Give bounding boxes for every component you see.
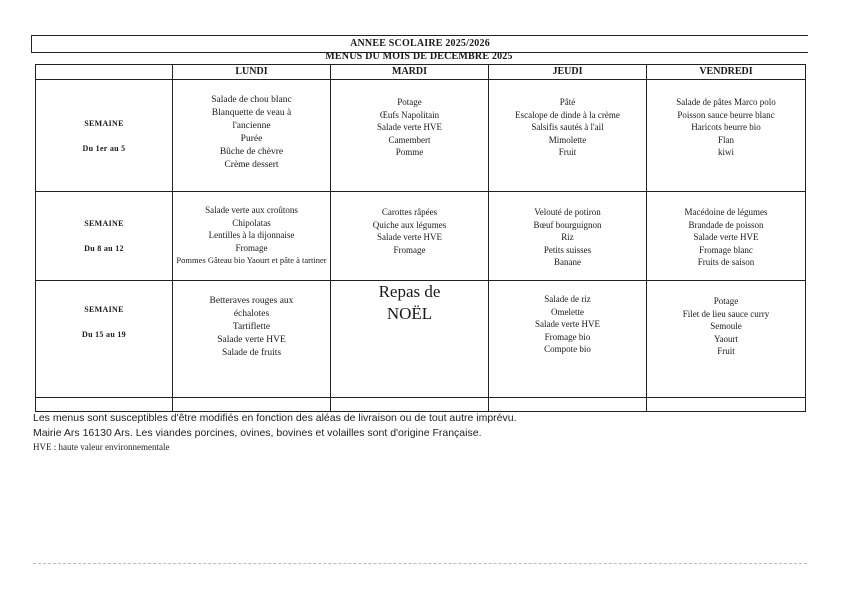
week-label: SEMAINE [84,219,124,228]
column-header-empty [36,65,173,80]
menu-item: Tartiflette [232,322,271,332]
column-header-lundi: LUNDI [173,65,331,80]
menu-item: Salsifis sautés à l'ail [531,122,604,132]
menu-item: Purée [240,134,263,144]
blank-cell [647,398,806,412]
menu-item: Crème dessert [224,160,279,170]
menu-item: l'ancienne [232,121,271,131]
menu-item: Petits suisses [543,244,592,255]
week-row [36,192,806,281]
menu-item: NOËL [386,304,433,323]
menu-cell-vendredi [647,281,806,398]
blank-cell [331,398,489,412]
column-header-vendredi: VENDREDI [647,65,806,80]
column-header-mardi: MARDI [331,65,489,80]
week-label-cell [36,281,173,398]
column-header-jeudi: JEUDI [489,65,647,80]
menu-item: Salade verte HVE [217,335,286,345]
menu-item: Fromage bio [544,331,591,342]
menu-table [35,64,806,412]
blank-cell [489,398,647,412]
menu-item: Bûche de chèvre [219,147,284,157]
menu-item: Potage [397,97,422,107]
menu-item: Salade verte HVE [377,122,442,132]
menu-item: Fromage [235,242,268,253]
menu-item: kiwi [717,147,734,157]
menu-cell-mardi [331,281,489,398]
footer-note-changes: Les menus sont susceptibles d'être modifiés en fonction des aléas de livraison ou de tout autre imprévu. [33,412,517,424]
header-row [36,65,806,80]
week-label-cell [36,192,173,281]
menu-cell-lundi [173,80,331,192]
week-row [36,80,806,192]
menu-item: Fruits de saison [697,257,755,267]
menu-item: Salade de fruits [221,348,282,358]
menu-item: Flan [717,134,734,145]
menu-item: Fruit [558,147,577,157]
menu-item: Banane [554,257,581,267]
menu-cell-mardi [331,80,489,192]
week-dates: Du 1er au 5 [82,143,126,153]
week-label: SEMAINE [84,118,124,128]
blank-cell [36,398,173,412]
menu-item: Salade de riz [544,294,591,304]
page-title: ANNEE SCOLAIRE 2025/2026 [31,35,808,53]
menu-item: Salade verte aux croûtons [205,205,298,215]
menu-item: Betteraves rouges aux [209,296,294,306]
menu-item: Poisson sauce beurre blanc [677,109,775,120]
menu-item: Potage [713,296,739,306]
menu-item: Escalope de dinde à la crème [515,109,620,120]
bottom-divider [33,563,807,564]
menu-item: Salade de chou blanc [211,95,292,105]
menu-cell-jeudi [489,80,647,192]
menu-item: Filet de lieu sauce curry [682,308,770,319]
menu-item: Fromage blanc [699,244,753,255]
menu-item: Salade verte HVE [693,232,759,242]
menu-cell-jeudi [489,192,647,281]
menu-item: Omelette [551,306,584,317]
menu-item: Velouté de potiron [534,207,601,217]
week-row [36,281,806,398]
week-label: SEMAINE [84,305,124,314]
menu-item: Camembert [388,134,431,145]
menu-cell-vendredi [647,80,806,192]
menu-item: Yaourt [713,333,739,344]
page-subtitle: MENUS DU MOIS DE DECEMBRE 2025 [325,51,513,62]
blank-cell [173,398,331,412]
menu-cell-jeudi [489,281,647,398]
menu-cell-lundi [173,192,331,281]
menu-item: Pâté [559,97,576,107]
menu-item: Carottes râpées [381,207,438,217]
menu-item: Compote bio [544,344,591,354]
week-dates: Du 8 au 12 [84,244,124,253]
footer-note-hve: HVE : haute valeur environnementale [33,442,170,452]
menu-cell-lundi [173,281,331,398]
menu-cell-vendredi [647,192,806,281]
footer-note-origin: Mairie Ars 16130 Ars. Les viandes porcines, ovines, bovines et volailles sont d'origine Française. [33,427,482,439]
menu-item: Bœuf bourguignon [533,219,602,230]
menu-item: Pommes Gâteau bio Yaourt et pâte à tartiner [176,255,327,265]
menu-item: Macédoine de légumes [684,207,768,217]
menu-item: Chipolatas [232,217,271,228]
menu-item: Mimolette [548,134,587,145]
menu-item: Œufs Napolitain [379,109,440,120]
menu-item: Lentilles à la dijonnaise [208,230,295,240]
menu-item: Salade de pâtes Marco polo [676,97,776,107]
week-dates: Du 15 au 19 [82,330,126,339]
menu-item: Riz [561,232,574,242]
menu-item: Quiche aux légumes [372,219,447,230]
menu-item: Semoule [710,321,742,331]
menu-item: Blanquette de veau à [211,108,292,118]
menu-item: échalotes [233,309,270,319]
week-label-cell [36,80,173,192]
menu-item: Pomme [395,147,424,157]
menu-item: Brandade de poisson [688,219,764,230]
menu-item: Fruit [717,346,735,356]
blank-row [36,398,806,412]
menu-item: Salade verte HVE [377,232,442,242]
menu-item: Fromage [393,244,426,255]
menu-item: Salade verte HVE [535,319,600,329]
menu-item: Haricots beurre bio [691,122,761,132]
menu-item: Repas de [378,282,441,301]
menu-cell-mardi [331,192,489,281]
